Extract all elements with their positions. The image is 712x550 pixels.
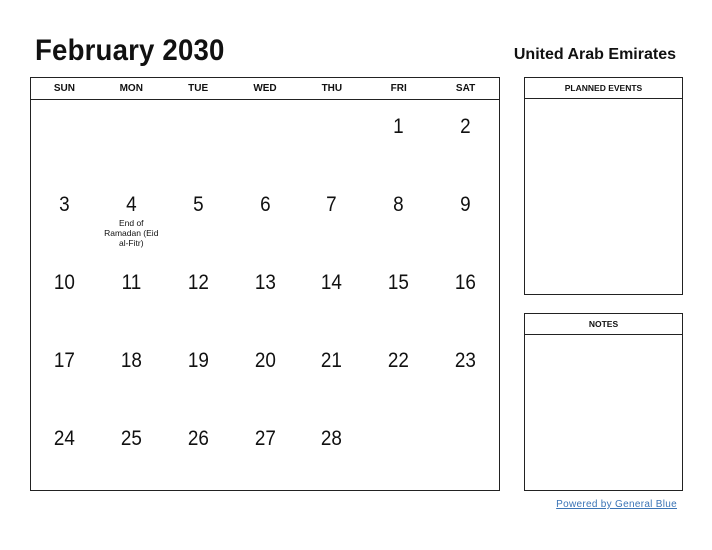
day-number: 8 (393, 193, 404, 216)
planned-events-panel (524, 77, 683, 295)
weekday-header (31, 78, 499, 100)
weekday-sun: SUN (53, 83, 75, 94)
day-number: 5 (192, 193, 204, 216)
day-number: 4 (126, 193, 137, 216)
day-number: 14 (321, 271, 343, 294)
day-cell (298, 178, 365, 256)
day-cell (432, 178, 499, 256)
day-cell (432, 100, 499, 178)
day-cell (365, 256, 432, 334)
day-number: 11 (121, 271, 142, 294)
day-cell (298, 334, 365, 412)
day-cell (432, 256, 499, 334)
day-number: 23 (455, 349, 477, 372)
notes-heading: NOTES (525, 314, 682, 335)
day-cell (98, 334, 165, 412)
day-number: 19 (187, 349, 209, 372)
day-number: 15 (388, 271, 410, 294)
day-number: 21 (321, 349, 343, 372)
day-cell (165, 178, 232, 256)
weekday-sat: SAT (455, 83, 476, 94)
day-number: 24 (53, 427, 75, 450)
day-cell (232, 256, 299, 334)
day-cell (298, 412, 365, 490)
weekday-tue: TUE (188, 83, 209, 94)
day-cell (298, 100, 365, 178)
day-cell (98, 100, 165, 178)
powered-by-link[interactable]: Powered by General Blue (556, 499, 677, 510)
day-cell (365, 100, 432, 178)
day-number: 12 (187, 271, 209, 294)
days-grid (31, 100, 499, 490)
day-cell (165, 412, 232, 490)
day-number: 9 (460, 193, 471, 216)
day-cell (365, 178, 432, 256)
day-number: 16 (455, 271, 477, 294)
day-cell (165, 256, 232, 334)
day-cell (232, 100, 299, 178)
day-cell (31, 412, 98, 490)
day-cell (98, 412, 165, 490)
day-number: 17 (53, 349, 75, 372)
day-number: 26 (187, 427, 209, 450)
day-number: 10 (53, 271, 75, 294)
notes-panel (524, 313, 683, 491)
day-number: 3 (59, 193, 70, 216)
day-cell (365, 412, 432, 490)
day-cell (365, 334, 432, 412)
day-cell (98, 178, 165, 256)
day-cell (31, 334, 98, 412)
day-cell (98, 256, 165, 334)
day-cell (31, 178, 98, 256)
weekday-wed: WED (253, 83, 277, 94)
day-number: 7 (326, 193, 338, 216)
day-number: 22 (388, 349, 410, 372)
weekday-mon: MON (119, 83, 143, 94)
day-number: 25 (120, 427, 142, 450)
weekday-fri: FRI (390, 83, 407, 94)
planned-events-heading: PLANNED EVENTS (525, 78, 682, 99)
day-cell (232, 178, 299, 256)
holiday-label: End of Ramadan (Eid al-Fitr) (104, 218, 159, 248)
calendar-title: February 2030 (35, 34, 225, 67)
day-number: 2 (460, 115, 471, 138)
day-number: 6 (259, 193, 271, 216)
day-cell (232, 334, 299, 412)
month-calendar (30, 77, 500, 491)
day-cell (31, 256, 98, 334)
weekday-thu: THU (321, 83, 343, 94)
day-cell (432, 412, 499, 490)
day-cell (165, 100, 232, 178)
day-cell (31, 100, 98, 178)
day-cell (232, 412, 299, 490)
day-number: 20 (254, 349, 276, 372)
day-number: 28 (321, 427, 343, 450)
day-cell (432, 334, 499, 412)
day-number: 13 (254, 271, 276, 294)
day-cell (165, 334, 232, 412)
day-number: 1 (393, 115, 404, 138)
country-name: United Arab Emirates (513, 46, 676, 63)
day-number: 27 (254, 427, 276, 450)
day-number: 18 (120, 349, 142, 372)
day-cell (298, 256, 365, 334)
